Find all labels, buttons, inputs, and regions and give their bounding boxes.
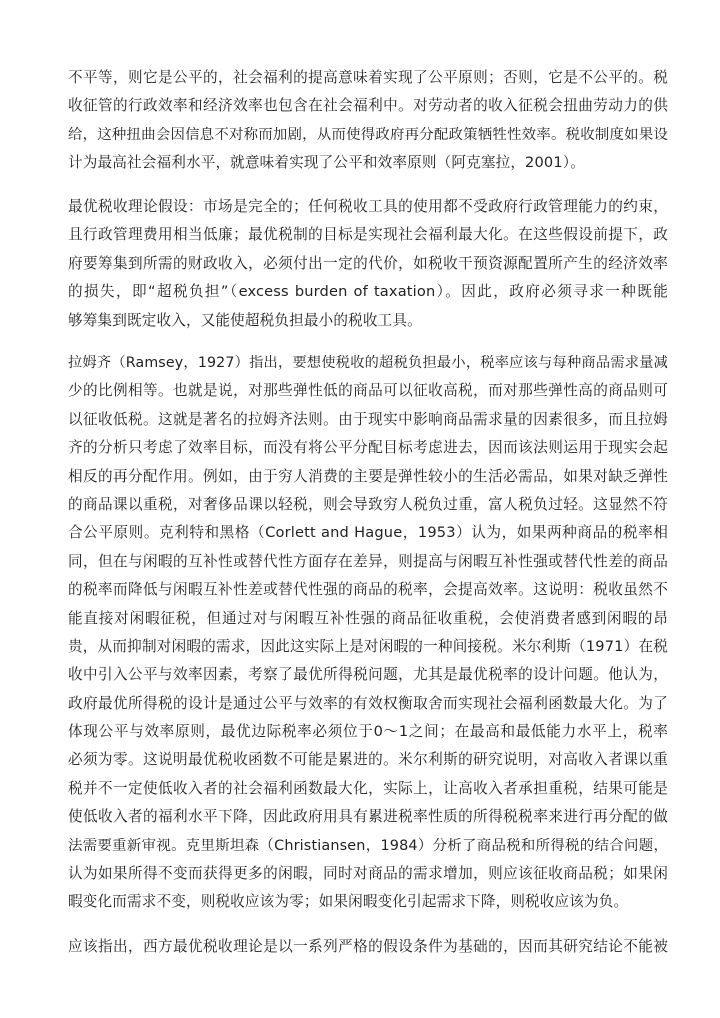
paragraph-optimal-tax-assumptions <box>68 193 668 335</box>
text-line: 的商品课以重税，对奢侈品课以轻税，则会导致穷人税负过重，富人税负过轻。这显然不符 <box>68 495 668 513</box>
text-line: 税并不一定使低收入者的社会福利函数最大化，实际上，让高收入者承担重税，结果可能是 <box>68 779 668 797</box>
text-line: 府要筹集到所需的财政收入，必须付出一定的代价，如税收干预资源配置所产生的经济效率 <box>68 254 668 272</box>
text-line: 使低收入者的福利水平下降，因此政府用具有累进税率性质的所得税税率来进行再分配的做 <box>68 808 668 826</box>
text-line: 以征收低税。这就是著名的拉姆齐法则。由于现实中影响商品需求量的因素很多，而且拉姆 <box>68 410 668 428</box>
text-line: 能直接对闲暇征税，但通过对与闲暇互补性强的商品征收重税，会使消费者感到闲暇的昂 <box>68 609 668 627</box>
text-line: 同，但在与闲暇的互补性或替代性方面存在差异，则提高与闲暇互补性强或替代性差的商品 <box>68 552 668 570</box>
text-line: 合公平原则。克利特和黑格（Corlett and Hague，1953）认为，如果两种商品的税率相 <box>68 524 668 542</box>
paragraph-equity-definition <box>68 64 668 178</box>
text-line: 认为如果所得不变而获得更多的闲暇，同时对商品的需求增加，则应该征收商品税；如果闲 <box>68 865 668 883</box>
text-line: 收中引入公平与效率因素，考察了最优所得税问题，尤其是最优税率的设计问题。他认为， <box>68 666 668 684</box>
text-line: 计为最高社会福利水平，就意味着实现了公平和效率原则（阿克塞拉，2001）。 <box>68 154 585 172</box>
text-line: 给，这种扭曲会因信息不对称而加剧，从而使得政府再分配政策牺牲性效率。税收制度如果设 <box>68 126 668 143</box>
text-line: 体现公平与效率原则，最优边际税率必须位于0～1之间；在最高和最低能力水平上，税率 <box>68 723 668 741</box>
text-line: 齐的分析只考虑了效率目标，而没有将公平分配目标考虑进去，因而该法则运用于现实会起 <box>68 439 668 457</box>
text-line: 贵，从而抑制对闲暇的需求，因此这实际上是对闲暇的一种间接税。米尔利斯（1971）在税 <box>68 637 668 655</box>
text-line: 的税率而降低与闲暇互补性差或替代性强的商品的税率，会提高效率。这说明：税收虽然不 <box>68 581 668 599</box>
text-line: 少的比例相等。也就是说，对那些弹性低的商品可以征收高税，而对那些弹性高的商品则可 <box>68 382 668 400</box>
text-line: 暇变化而需求不变，则税收应该为零；如果闲暇变化引起需求下降，则税收应该为负。 <box>68 893 629 911</box>
text-line: 且行政管理费用相当低廉；最优税制的目标是实现社会福利最大化。在这些假设前提下，政 <box>68 226 668 244</box>
text-line: 政府最优所得税的设计是通过公平与效率的有效权衡取舍而实现社会福利函数最大化。为了 <box>68 694 668 712</box>
text-line: 够筹集到既定收入，又能使超税负担最小的税收工具。 <box>68 311 422 329</box>
text-line: 拉姆齐（Ramsey，1927）指出，要想使税收的超税负担最小，税率应该与每种商品需求量减 <box>68 355 668 371</box>
text-line: 相反的再分配作用。例如，由于穷人消费的主要是弹性较小的生活必需品，如果对缺乏弹性 <box>68 467 668 485</box>
text-line: 收征管的行政效率和经济效率也包含在社会福利中。对劳动者的收入征税会扭曲劳动力的供 <box>68 97 668 115</box>
text-line: 的损失，即“超税负担”（excess burden of taxation）。因此，政府必须寻求一种既能 <box>68 283 668 301</box>
text-line: 最优税收理论假设：市场是完全的；任何税收工具的使用都不受政府行政管理能力的约束， <box>68 198 668 215</box>
text-line: 应该指出，西方最优税收理论是以一系列严格的假设条件为基础的，因而其研究结论不能被 <box>68 938 668 955</box>
paragraph-ramsey-rule <box>68 349 668 917</box>
text-line: 不平等，则它是公平的，社会福利的提高意味着实现了公平原则；否则，它是不公平的。税 <box>68 69 668 86</box>
paragraph-conclusion-start <box>68 933 668 961</box>
text-line: 必须为零。这说明最优税收函数不可能是累进的。米尔利斯的研究说明，对高收入者课以重 <box>68 751 668 769</box>
text-line: 法需要重新审视。克里斯坦森（Christiansen，1984）分析了商品税和所得税的结合问题， <box>68 837 668 854</box>
